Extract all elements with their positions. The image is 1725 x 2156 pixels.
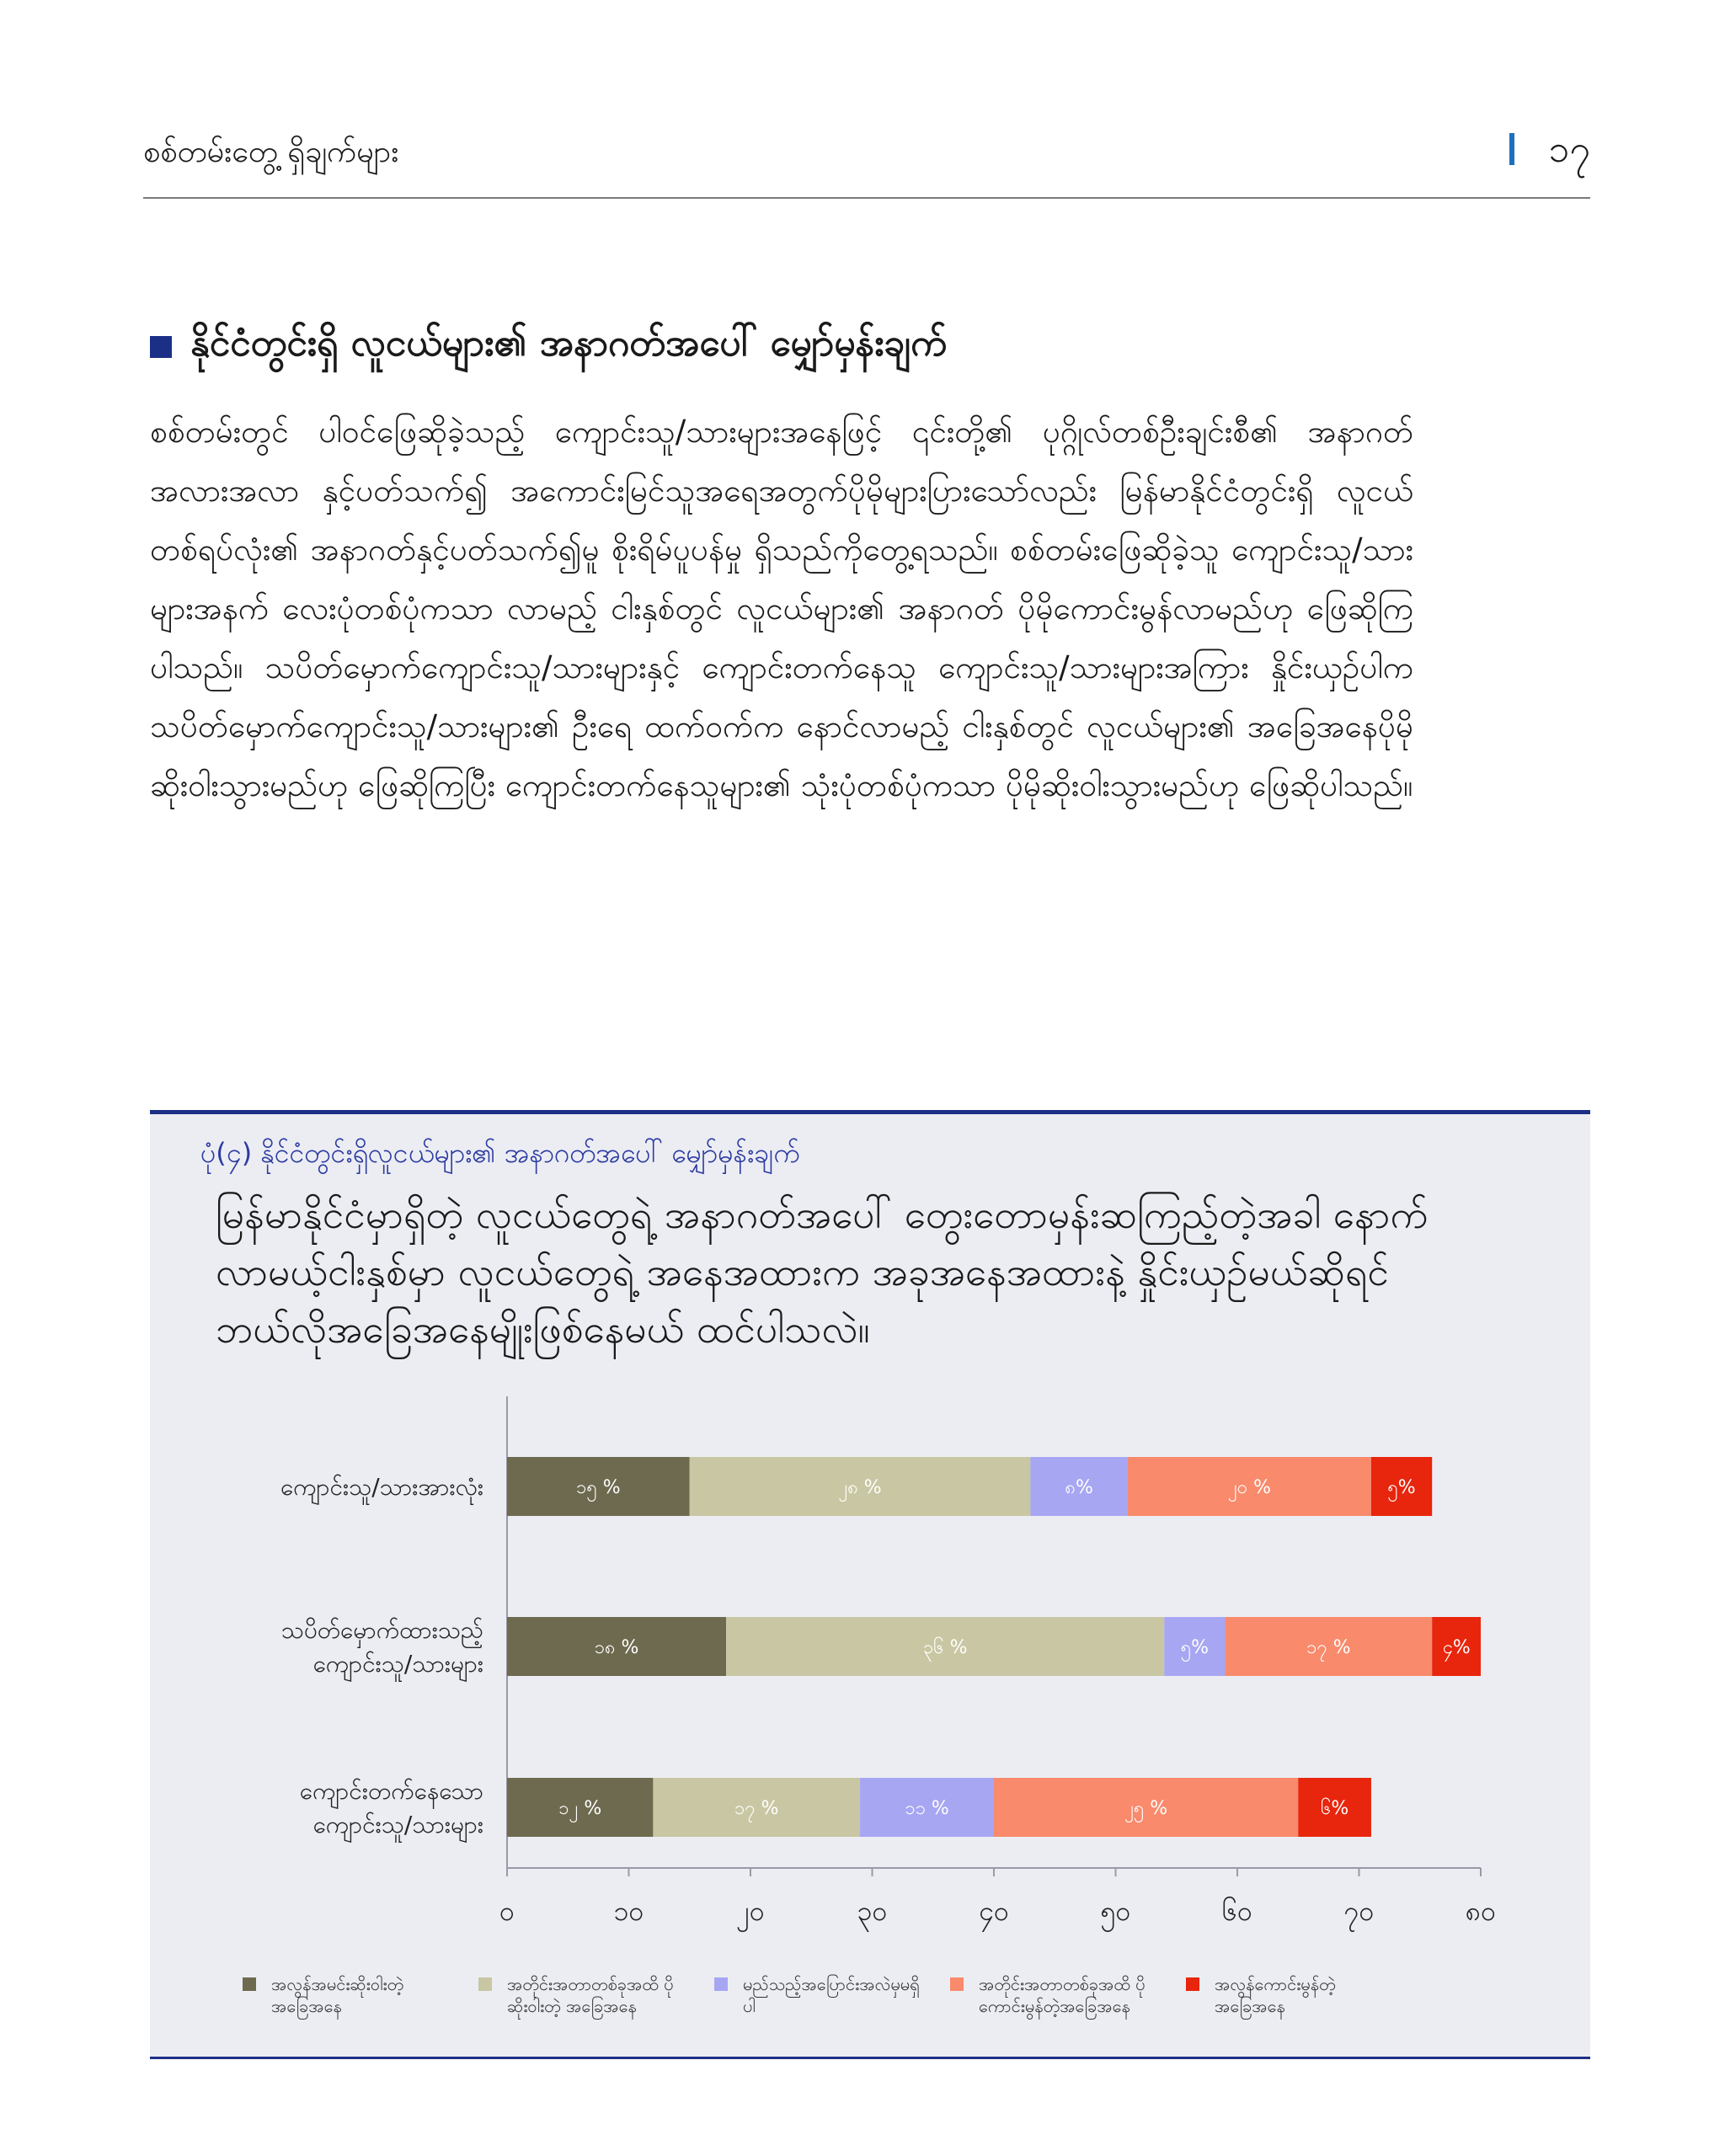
bar-value-label: ၂၈ % bbox=[838, 1477, 882, 1498]
bar-value-label: ၁၇ % bbox=[734, 1798, 779, 1819]
bar-value-label: ၁၈ % bbox=[594, 1637, 639, 1658]
bar-value-label: ၂၀ % bbox=[1227, 1477, 1271, 1498]
figure-bottom-border bbox=[150, 2057, 1590, 2059]
bar-value-label: ၁၂ % bbox=[558, 1798, 602, 1819]
page-header bbox=[143, 125, 1590, 200]
category-label: ကျောင်းတက်နေသော bbox=[299, 1777, 483, 1805]
legend-label: အလွန်အမင်းဆိုးဝါးတဲ့ အခြေအနေ bbox=[271, 1974, 404, 2016]
legend-label: မည်သည့်အပြောင်းအလဲမှမရှိပါ bbox=[743, 1974, 920, 2016]
x-tick-label: ၀ bbox=[499, 1895, 515, 1927]
legend-item bbox=[714, 1973, 928, 2017]
x-tick-label: ၆၀ bbox=[1222, 1895, 1252, 1927]
category-label: ကျောင်းသူ/သားများ bbox=[312, 1650, 483, 1678]
figure-question: မြန်မာနိုင်ငံမှာရှိတဲ့ လူငယ်တွေရဲ့ အနာဂတ်အပေါ် တွေးတောမှန်းဆကြည့်တဲ့အခါ နောက်လာမယ့်ငါးနှစ်မှာ လူငယ်တွေရဲ့ အနေအထားက အခုအနေအထားနဲ့ နှိုင်းယှဉ်မယ်ဆိုရင် ဘယ်လိုအခြေအနေမျိုးဖြစ်နေမယ် ထင်ပါသလဲ။ bbox=[216, 1192, 1429, 1352]
figure-top-border bbox=[150, 1110, 1590, 1114]
chart-legend bbox=[243, 1973, 1573, 2017]
bar-value-label: ၈% bbox=[1065, 1477, 1093, 1498]
x-tick-label: ၄၀ bbox=[979, 1895, 1009, 1927]
bar-value-label: ၁၅ % bbox=[576, 1477, 621, 1498]
bar-value-label: ၃၆ % bbox=[922, 1637, 968, 1658]
section-heading-text: နိုင်ငံတွင်းရှိ လူငယ်များ၏ အနာဂတ်အပေါ် မျှော်မှန်းချက် bbox=[190, 322, 948, 365]
square-bullet-icon bbox=[150, 336, 172, 358]
legend-item bbox=[950, 1973, 1164, 2017]
x-tick-label: ၃၀ bbox=[857, 1895, 888, 1927]
x-tick-label: ၈၀ bbox=[1465, 1895, 1497, 1927]
legend-item bbox=[478, 1973, 692, 2017]
x-tick-label: ၅၀ bbox=[1100, 1895, 1131, 1927]
legend-label: အတိုင်းအတာတစ်ခုအထိ ပိုကောင်းမွန်တဲ့အခြေအနေ bbox=[979, 1974, 1146, 2016]
bar-value-label: ၄% bbox=[1442, 1637, 1471, 1658]
bar-value-label: ၁၇ % bbox=[1306, 1637, 1351, 1658]
bar-value-label: ၅% bbox=[1180, 1637, 1210, 1658]
bar-value-label: ၂၅ % bbox=[1124, 1798, 1168, 1819]
legend-label: အတိုင်းအတာတစ်ခုအထိ ပိုဆိုးဝါးတဲ့ အခြေအနေ bbox=[507, 1974, 674, 2016]
figure-panel bbox=[150, 1110, 1590, 2059]
header-accent-bar bbox=[1509, 133, 1514, 165]
bar-value-label: ၁၁ % bbox=[905, 1798, 949, 1819]
legend-swatch bbox=[1186, 1977, 1199, 1991]
running-header-title: စစ်တမ်းတွေ့ ရှိချက်များ bbox=[143, 135, 399, 169]
legend-swatch bbox=[950, 1977, 964, 1991]
legend-label: အလွန်ကောင်းမွန်တဲ့အခြေအနေ bbox=[1215, 1974, 1336, 2016]
page-number: ၁၇ bbox=[1548, 128, 1590, 171]
header-divider bbox=[143, 197, 1590, 199]
stacked-bar-chart bbox=[150, 1396, 1590, 1952]
legend-swatch bbox=[243, 1977, 256, 1991]
legend-item bbox=[1186, 1973, 1400, 2017]
category-label: ကျောင်းသူ/သားများ bbox=[312, 1811, 483, 1838]
x-tick-label: ၂၀ bbox=[736, 1895, 765, 1927]
category-label: သပိတ်မှောက်ထားသည့် bbox=[280, 1616, 483, 1644]
category-label: ကျောင်းသူ/သားအားလုံး bbox=[280, 1473, 483, 1501]
legend-swatch bbox=[714, 1977, 728, 1991]
x-tick-label: ၁၀ bbox=[613, 1895, 644, 1927]
legend-item bbox=[243, 1973, 457, 2017]
figure-label: ပုံ(၄) နိုင်ငံတွင်းရှိလူငယ်များ၏ အနာဂတ်အပေါ် မျှော်မှန်းချက် bbox=[200, 1137, 800, 1169]
bar-value-label: ၅% bbox=[1387, 1477, 1416, 1498]
bar-value-label: ၆% bbox=[1320, 1798, 1349, 1819]
x-tick-label: ၇၀ bbox=[1343, 1895, 1375, 1927]
body-paragraph: စစ်တမ်းတွင် ပါဝင်ဖြေဆိုခဲ့သည့် ကျောင်းသူ/သားများအနေဖြင့် ၎င်းတို့၏ ပုဂ္ဂိုလ်တစ်ဦးချင်းစီ၏ အနာဂတ်အလားအလာ နှင့်ပတ်သက်၍ အကောင်းမြင်သူအရေအတွက်ပိုမိုများပြားသော်လည်း မြန်မာနိုင်ငံတွင်းရှိ လူငယ်တစ်ရပ်လုံး၏ အနာဂတ်နှင့်ပတ်သက်၍မူ စိုးရိမ်ပူပန်မှု ရှိသည်ကိုတွေ့ရသည်။ စစ်တမ်းဖြေဆိုခဲ့သူ ကျောင်းသူ/သားများအနက် လေးပုံတစ်ပုံကသာ လာမည့် ငါးနှစ်တွင် လူငယ်များ၏ အနာဂတ် ပိုမိုကောင်းမွန်လာမည်ဟု ဖြေဆိုကြပါသည်။ သပိတ်မှောက်ကျောင်းသူ/သားများနှင့် ကျောင်းတက်နေသူ ကျောင်းသူ/သားများအကြား နှိုင်းယှဉ်ပါက သပိတ်မှောက်ကျောင်းသူ/သားများ၏ ဦးရေ ထက်ဝက်က နောင်လာမည့် ငါးနှစ်တွင် လူငယ်များ၏ အခြေအနေပိုမို ဆိုးဝါးသွားမည်ဟု ဖြေဆိုကြပြီး ကျောင်းတက်နေသူများ၏ သုံးပုံတစ်ပုံကသာ ပိုမိုဆိုးဝါးသွားမည်ဟု ဖြေဆိုပါသည်။ bbox=[150, 414, 1413, 803]
section-heading bbox=[150, 322, 947, 372]
legend-swatch bbox=[478, 1977, 492, 1991]
